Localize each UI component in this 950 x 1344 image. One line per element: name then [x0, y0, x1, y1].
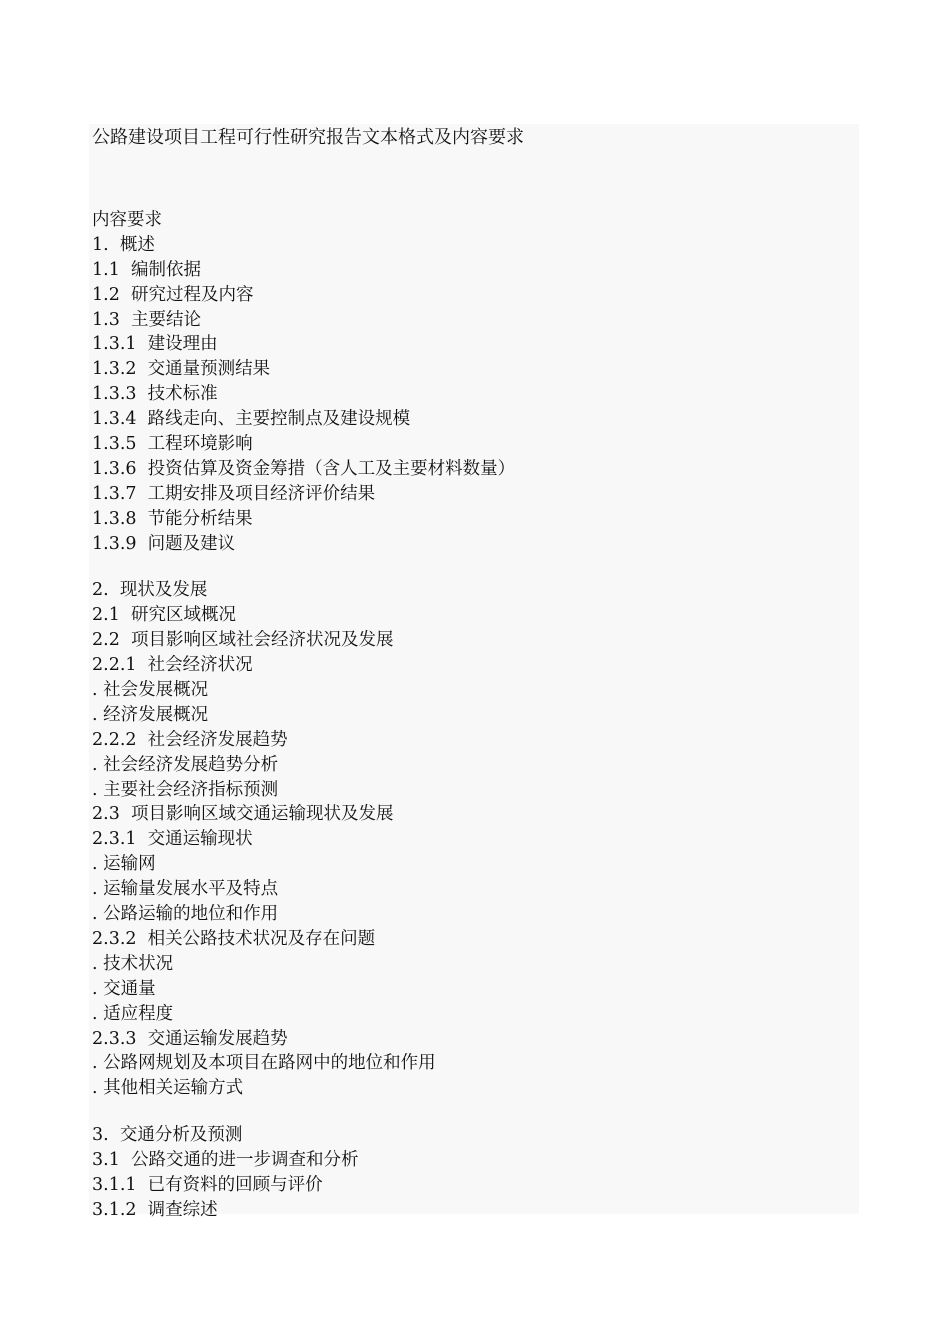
outline-line: . 适应程度 — [92, 1003, 174, 1024]
outline-line: . 主要社会经济指标预测 — [92, 779, 279, 800]
outline-line: 2.2.2 社会经济发展趋势 — [92, 729, 288, 750]
outline-line: . 运输量发展水平及特点 — [92, 879, 279, 900]
outline-line: 2.1 研究区域概况 — [92, 605, 236, 626]
outline-line: 2.2 项目影响区域社会经济状况及发展 — [92, 630, 394, 651]
outline-line: 2.3.3 交通运输发展趋势 — [92, 1028, 288, 1049]
outline-sections — [92, 233, 852, 1223]
outline-section — [92, 578, 852, 1101]
outline-line: 2.3.2 相关公路技术状况及存在问题 — [92, 928, 376, 949]
section-spacer — [92, 556, 852, 578]
outline-line: . 运输网 — [92, 854, 156, 875]
outline-line: . 其他相关运输方式 — [92, 1078, 244, 1099]
outline-line: 1.3.8 节能分析结果 — [92, 508, 253, 529]
outline-line: . 公路运输的地位和作用 — [92, 904, 279, 925]
outline-line: 1.3.4 路线走向、主要控制点及建设规模 — [92, 409, 411, 430]
outline-line: 1.3.1 建设理由 — [92, 334, 218, 355]
title-spacer — [92, 150, 852, 208]
outline-line: 1.1 编制依据 — [92, 259, 201, 280]
outline-line: 2.2.1 社会经济状况 — [92, 655, 253, 676]
outline-line: 2.3 项目影响区域交通运输现状及发展 — [92, 804, 394, 825]
outline-line: 1.2 研究过程及内容 — [92, 284, 254, 305]
outline-line: 1.3.3 技术标准 — [92, 384, 218, 405]
document-title: 公路建设项目工程可行性研究报告文本格式及内容要求 — [92, 127, 524, 148]
outline-section — [92, 1123, 852, 1223]
outline-line: . 公路网规划及本项目在路网中的地位和作用 — [92, 1053, 436, 1074]
outline-line: 2. 现状及发展 — [92, 580, 208, 601]
outline-line: 1.3.2 交通量预测结果 — [92, 359, 271, 380]
content-heading: 内容要求 — [92, 210, 162, 230]
outline-line: 1.3 主要结论 — [92, 309, 201, 330]
outline-line: 1. 概述 — [92, 234, 155, 255]
outline-line: 2.3.1 交通运输现状 — [92, 829, 253, 850]
outline-line: 1.3.6 投资估算及资金筹措（含人工及主要材料数量） — [92, 458, 516, 479]
section-spacer — [92, 1101, 852, 1123]
outline-line: 3.1.1 已有资料的回顾与评价 — [92, 1174, 323, 1195]
outline-line: 3.1.2 调查综述 — [92, 1199, 218, 1220]
outline-line: . 社会发展概况 — [92, 680, 209, 701]
outline-line: 3.1 公路交通的进一步调查和分析 — [92, 1150, 359, 1171]
outline-line: 1.3.5 工程环境影响 — [92, 434, 253, 455]
outline-line: 3. 交通分析及预测 — [92, 1125, 243, 1146]
outline-line: 1.3.9 问题及建议 — [92, 533, 236, 554]
outline-line: . 社会经济发展趋势分析 — [92, 754, 279, 775]
outline-line: 1.3.7 工期安排及项目经济评价结果 — [92, 483, 376, 504]
outline-section — [92, 233, 852, 557]
outline-line: . 经济发展概况 — [92, 704, 209, 725]
outline-line: . 交通量 — [92, 978, 156, 999]
outline-line: . 技术状况 — [92, 953, 174, 974]
document-content — [92, 124, 852, 1223]
